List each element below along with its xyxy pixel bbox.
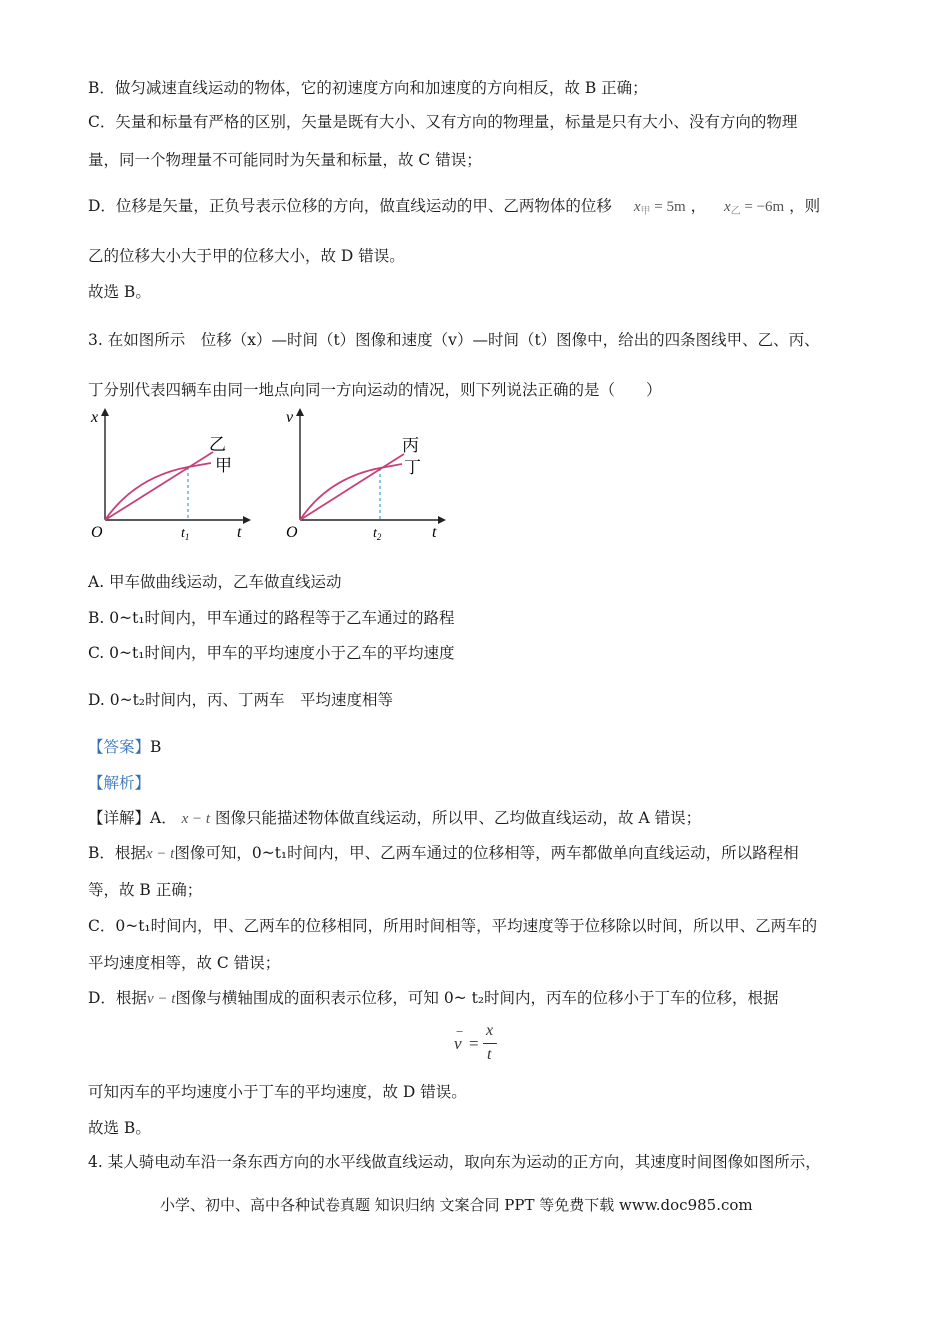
detail-c-line1: C．0~t₁时间内，甲、乙两车的位移相同，所用时间相等，平均速度等于位移除以时间，所以甲、乙两车的 xyxy=(88,917,818,935)
option-d: D. 0~t₂时间内，丙、丁两车 平均速度相等 xyxy=(88,691,394,709)
x-jia-value: = 5m xyxy=(650,199,686,215)
detail-a-text: 图像只能描述物体做直线运动，所以甲、乙均做直线运动，故 A 错误； xyxy=(215,809,702,827)
question-3-line2: 丁分别代表四辆车由同一地点向同一方向运动的情况，则下列说法正确的是（ ） xyxy=(88,381,662,399)
analysis-row xyxy=(88,773,150,793)
detail-b-text: 图像可知，0~t₁时间内，甲、乙两车通过的位移相等，两车都做单向直线运动，所以路程相 xyxy=(174,844,799,862)
x-jia-symbol: x xyxy=(633,199,641,215)
x-yi-symbol: x xyxy=(723,199,731,215)
detail-b-prefix: B．根据 xyxy=(88,844,146,862)
origin-label-2: O xyxy=(286,524,298,541)
v-axis-label: v xyxy=(286,409,294,426)
x-axis-label-x: x xyxy=(91,409,99,426)
x-t-graph xyxy=(85,402,255,542)
option-c-analysis-line2: 量，同一个物理量不可能同时为矢量和标量，故 C 错误； xyxy=(88,151,482,169)
formula-numerator: x xyxy=(486,1022,494,1039)
question-4: 4. 某人骑电动车沿一条东西方向的水平线做直线运动，取向东为运动的正方向，其速度时间图像如图所示， xyxy=(88,1153,821,1171)
answer-row xyxy=(88,737,161,757)
footer-text: 小学、初中、高中各种试卷真题 知识归纳 文案合同 PPT 等免费下载 www.doc985.com xyxy=(160,1196,753,1214)
curve-label-yi: 乙 xyxy=(209,435,226,454)
x-yi-subscript: 乙 xyxy=(730,206,741,217)
option-d-text-end: ，则 xyxy=(789,197,821,215)
average-velocity-formula xyxy=(448,1022,508,1068)
option-b-analysis: B．做匀减速直线运动的物体，它的初速度方向和加速度的方向相反，故 B 正确； xyxy=(88,79,648,97)
detail-d-prefix: D．根据 xyxy=(88,989,147,1007)
formula-v: v xyxy=(454,1034,462,1053)
x-t-symbol-2: x − t xyxy=(145,846,175,862)
option-d-text: D．位移是矢量，正负号表示位移的方向，做直线运动的甲、乙两物体的位移 xyxy=(88,197,612,215)
t-axis-label: t xyxy=(237,524,242,541)
answer-tag: 【答案】 xyxy=(88,738,151,756)
separator: ， xyxy=(690,197,707,215)
conclusion-2: 故选 B。 xyxy=(88,1119,151,1137)
x-t-symbol-1: x − t xyxy=(181,811,211,827)
detail-a-prefix: 【详解】A． xyxy=(88,809,177,827)
detail-d-line2: 可知丙车的平均速度小于丁车的平均速度，故 D 错误。 xyxy=(88,1083,467,1101)
t-axis-label-2: t xyxy=(432,524,437,541)
curve-label-bing: 丙 xyxy=(402,436,419,455)
detail-b-line1 xyxy=(88,843,799,864)
detail-c-line2: 平均速度相等，故 C 错误； xyxy=(88,954,281,972)
x-yi-value: = −6m xyxy=(740,199,785,215)
option-c: C. 0~t₁时间内，甲车的平均速度小于乙车的平均速度 xyxy=(88,644,455,662)
analysis-tag: 【解析】 xyxy=(88,774,151,792)
fraction-bar xyxy=(483,1043,497,1044)
conclusion: 故选 B。 xyxy=(88,283,151,301)
v-t-graph xyxy=(280,402,450,542)
formula-bar: − xyxy=(456,1024,464,1039)
detail-b-line2: 等，故 B 正确； xyxy=(88,881,203,899)
origin-label: O xyxy=(91,524,103,541)
curve-label-ding: 丁 xyxy=(404,458,421,477)
option-d-analysis-line1 xyxy=(88,196,820,222)
detail-d-text: 图像与横轴围成的面积表示位移，可知 0~ t₂时间内，丙车的位移小于丁车的位移，根据 xyxy=(175,989,779,1007)
x-jia-subscript: 甲 xyxy=(640,206,651,217)
question-3-line1: 3. 在如图所示 位移（x）—时间（t）图像和速度（v）—时间（t）图像中，给出的四条图线甲、乙、丙、 xyxy=(88,331,820,349)
curve-label-jia: 甲 xyxy=(215,456,232,475)
option-b: B. 0~t₁时间内，甲车通过的路程等于乙车通过的路程 xyxy=(88,609,455,627)
option-a: A. 甲车做曲线运动，乙车做直线运动 xyxy=(88,573,342,591)
option-c-analysis-line1: C．矢量和标量有严格的区别，矢量是既有大小、又有方向的物理量，标量是只有大小、没有方向的物理 xyxy=(88,113,798,131)
formula-denominator: t xyxy=(487,1046,492,1063)
answer-value: B xyxy=(150,738,162,756)
t1-tick-label: $t_1$ xyxy=(181,526,190,542)
detail-a xyxy=(88,808,701,829)
t2-tick-label: $t_2$ xyxy=(373,526,382,542)
formula-equals: = xyxy=(469,1034,479,1053)
detail-d-line1 xyxy=(88,988,779,1009)
option-d-analysis-line2: 乙的位移大小大于甲的位移大小，故 D 错误。 xyxy=(88,247,405,265)
v-t-symbol: v − t xyxy=(146,991,176,1007)
